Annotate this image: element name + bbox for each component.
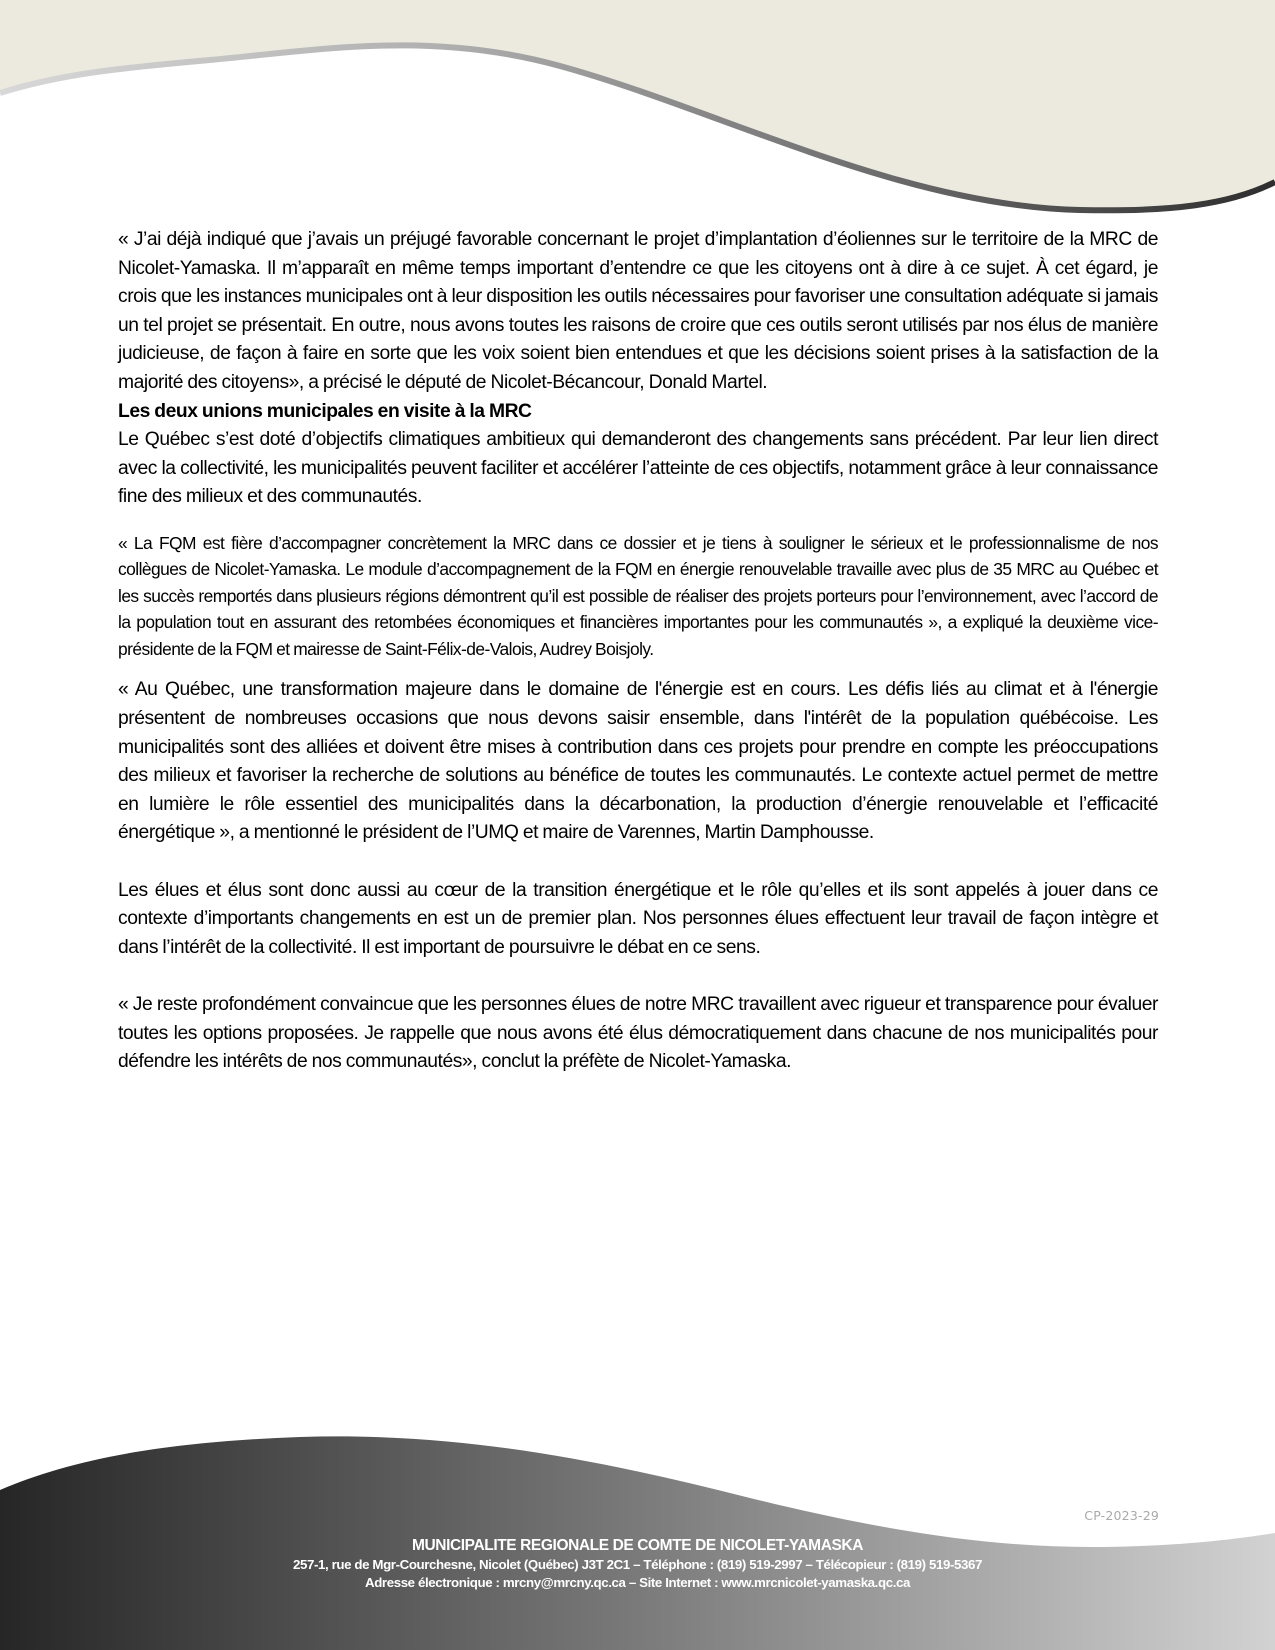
header-band: [0, 0, 1275, 210]
quote-prefete: « Je reste profondément convaincue que les personnes élues de notre MRC travaillent avec rigueur et transparence pour évaluer toutes les options proposées. Je rappelle que nous avons été élus démocratiquement dans chacune de nos municipalités pour défendre les intérêts de nos communautés», conclut la préfète de Nicolet-Yamaska.: [118, 993, 1158, 1073]
quote-audrey-boisjoly: « La FQM est fière d’accompagner concrètement la MRC dans ce dossier et je tiens à souligner le sérieux et le professionnalisme de nos collègues de Nicolet-Yamaska. Le module d’accompagnement de la FQM en énergie renouvelable travaille avec plus de 35 MRC au Québec et les succès remportés dans plusieurs régions démontrent qu’il est possible de réaliser des projets porteurs pour l’environnement, avec l’accord de la population tout en assurant des retombées économiques et financières importantes pour les communautés », a expliqué la deuxième vice-présidente de la FQM et mairesse de Saint-Félix-de-Valois, Audrey Boisjoly.: [118, 532, 1158, 659]
document-code: CP-2023-29: [1084, 1508, 1159, 1523]
quote-donald-martel: « J’ai déjà indiqué que j’avais un préjugé favorable concernant le projet d’implantation d’éoliennes sur le territoire de la MRC de Nicolet-Yamaska. Il m’apparaît en même temps important d’entendre ce que les citoyens ont à dire à ce sujet. À cet égard, je crois que les instances municipales ont à leur disposition les outils nécessaires pour favoriser une consultation adéquate si jamais un tel projet se présentait. En outre, nous avons toutes les raisons de croire que ces outils seront utilisés par nos élus de manière judicieuse, de façon à faire en sorte que les voix soient bien entendues et que les décisions soient prises à la satisfaction de la majorité des citoyens», a précisé le député de Nicolet-Bécancour, Donald Martel.: [118, 229, 1158, 393]
footer-contact-line: Adresse électronique : mrcny@mrcny.qc.ca – Site Internet : www.mrcnicolet-yamaska.qc.ca: [365, 1574, 910, 1590]
paragraph-climate-objectives: Le Québec s’est doté d’objectifs climatiques ambitieux qui demanderont des changements sans précédent. Par leur lien direct avec la collectivité, les municipalités peuvent faciliter et accélérer l’atteinte de ces objectifs, notamment grâce à leur connaissance fine des milieux et des communautés.: [118, 429, 1158, 508]
footer-contact-block: [0, 1536, 1275, 1591]
press-release-body: [118, 226, 1158, 1077]
footer-organization-name: MUNICIPALITE REGIONALE DE COMTE DE NICOLET-YAMASKA: [411, 1537, 864, 1554]
section-heading: Les deux unions municipales en visite à la MRC: [118, 400, 532, 422]
paragraph-elected-officials: Les élues et élus sont donc aussi au cœur de la transition énergétique et le rôle qu’elles et ils sont appelés à jouer dans ce contexte d’importants changements en est un de premier plan. Nos personnes élues effectuent leur travail de façon intègre et dans l’intérêt de la collectivité. Il est important de poursuivre le débat en ce sens.: [118, 879, 1158, 958]
quote-martin-damphousse: « Au Québec, une transformation majeure dans le domaine de l'énergie est en cours. Les défis liés au climat et à l'énergie présentent de nombreuses occasions que nous devons saisir ensemble, dans l'intérêt de la population québécoise. Les municipalités sont des alliées et doivent être mises à contribution dans ces projets pour prendre en compte les préoccupations des milieux et favoriser la recherche de solutions au bénéfice de toutes les communautés. Le contexte actuel permet de mettre en lumière le rôle essentiel des municipalités dans la décarbonation, la production d’énergie renouvelable et l’efficacité énergétique », a mentionné le président de l’UMQ et maire de Varennes, Martin Damphousse.: [118, 679, 1158, 844]
header-wave-decoration: [0, 0, 1275, 230]
footer-address-line: 257-1, rue de Mgr-Courchesne, Nicolet (Québec) J3T 2C1 – Téléphone : (819) 519-2997 – Télécopieur : (819) 519-5367: [293, 1557, 982, 1572]
